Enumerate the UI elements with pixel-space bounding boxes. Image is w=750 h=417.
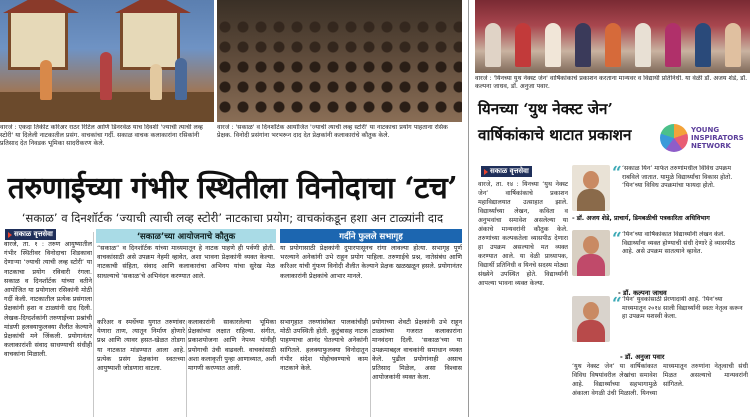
audience-row — [217, 60, 462, 74]
youth-headline-line: यिनच्या ‘युथ नेक्स्ट जेन’ — [478, 100, 613, 118]
stage-photo-caption: वारजे : एकदा तिकीट करिअर राठर रिटिल आणि डिनरवेळ याच दिवशी 'ज्याची त्याची लव्ह स्टोरी' या दिलेली नाटकातील प्रसंग. वाचकांचा गर्दी. सकाळ वाचक कलाकारांना रसिकांनी प्रतिसाद देत निवडक भूमिका सादरीकरण केले. — [0, 124, 203, 148]
portrait-photo — [572, 165, 610, 211]
person-figure — [485, 23, 501, 67]
byline-text: सकाळ वृत्तसेवा — [490, 167, 529, 175]
yin-logo-emblem-icon — [660, 124, 688, 152]
quote-text: ‘सकाळ यिन’ मार्फत तरुणांमधील विविध उपक्रम राबविले जातात. यामुळे विद्यार्थ्यांचा विकास होतो. ‘यिन’च्या विविध उपक्रमांचा फायदा होतो. — [622, 165, 733, 190]
yin-logo-line: YOUNG — [691, 126, 720, 134]
yin-logo — [660, 118, 750, 158]
byline-tag — [481, 166, 532, 177]
stage-set-house — [8, 10, 68, 70]
quote-mark-icon: “ — [612, 229, 622, 249]
actor-figure — [175, 58, 187, 100]
triangle-icon — [8, 232, 12, 238]
youth-article-column: ‘युथ नेक्स्ट जेन’ या वार्षिकांकात विविध विषयांवरील लेखांचा समावेश आहे. विद्यार्थ्यांच्या सहभागामुळे अंकाला वेगळी उंची मिळाली. यिनच्या माध्यमातून तरुणांना नेतृत्वाची संधी मिळत असल्याचे मान्यवरांनी सांगितले. — [572, 363, 748, 397]
person-figure — [695, 23, 711, 67]
actor-figure — [150, 64, 162, 100]
person-figure — [635, 23, 651, 67]
youth-headline — [478, 96, 658, 156]
audience-row — [217, 80, 462, 94]
youth-article-column: वारजे, ता. १४ : यिनच्या ‘युथ नेक्स्ट जेन’ वार्षिकांकाचे प्रकाशन महाविद्यालयात उत्साहात झाले. विद्यार्थ्यांच्या लेखन, कविता व अनुभवांचा समावेश असलेल्या या अंकाचे मान्यवरांनी कौतुक केले. तरुणांच्या कल्पकतेला व्यासपीठ देणारा हा उपक्रम असल्याचे मत व्यक्त करण्यात आले. या वेळी प्राध्यापक, विद्यार्थी प्रतिनिधी व यिनचे सदस्य मोठ्या संख्येने उपस्थित होते. विद्यार्थ्यांनी आपल्या भावना व्यक्त केल्या. — [478, 181, 568, 287]
audience-photo-caption: वारजे : 'सकाळ' व दिनशॉर्टक आयोजित 'ज्याची त्याची लव्ह स्टोरी' या नाटकाचा प्रयोग पाहताना रसिक प्रेक्षक. विनोदी प्रसंगांना भरभरून दाद देत प्रेक्षकांनी कलाकारांचे कौतुक केले. — [217, 124, 448, 140]
actor-figure — [40, 60, 52, 100]
column-divider — [93, 232, 94, 417]
stage-set-house — [120, 10, 180, 70]
column-divider — [370, 320, 371, 417]
quote-mark-icon: “ — [612, 294, 622, 314]
quote-author: - डॉ. कल्पना जाधव — [618, 289, 667, 297]
quote-author: - डॉ. अनुजा पवार — [620, 353, 665, 361]
person-figure — [665, 23, 681, 67]
person-figure — [725, 23, 741, 67]
story-divider — [468, 0, 469, 417]
article-column: या प्रयोगासाठी प्रेक्षकांनी दुपारपासूनच रांगा लावल्या होत्या. सभागृह पूर्ण भरल्याने अनेकांनी उभे राहून प्रयोग पाहिला. तरुणाईचे प्रश्न, नातेसंबंध आणि करिअर यांची गुंफण विनोदी शैलीत केल्याने प्रेक्षक खळखळून हसले. प्रयोगानंतर कलाकारांनी प्रेक्षकांचे आभार मानले. — [280, 244, 462, 280]
portrait-photo — [572, 230, 610, 276]
portrait-photo — [572, 296, 610, 342]
audience-photo — [217, 0, 462, 122]
byline-tag — [5, 229, 56, 240]
quote-text: ‘यिन’च्या वार्षिकांकात विद्यार्थ्यांनी लेखन केले. विद्यार्थ्यांना व्यक्त होण्याची संधी देणारे हे व्यासपीठ आहे. असे उपक्रम सातत्याने व्हावेत. — [622, 231, 735, 256]
person-figure — [605, 23, 621, 67]
quote-text: ‘यिन’ युवकांसाठी प्रेरणादायी आहे. ‘यिन’च्या माध्यमातून २०१४ साली विद्यार्थ्यांनी स्वतः नेतृत्व करून हा उपक्रम यशस्वी केला. — [622, 296, 743, 321]
youth-photo-caption: वारजे : 'यिनच्या युथ नेक्स्ट जेन' वार्षिकांकाचे प्रकाशन करताना मान्यवर व विद्यार्थी प्रतिनिधी. या वेळी डॉ. अजय शेडे, डॉ. कल्पना जाधव, डॉ. अनुजा पवार. — [475, 75, 748, 91]
stage-photo — [0, 0, 214, 122]
main-subhead: ‘सकाळ’ व दिनशॉर्टक ‘ज्याची त्याची लव्ह स्टोरी’ नाटकाचा प्रयोग; वाचकांकडून हशा अन टाळ्यांनी दाद — [21, 210, 444, 225]
quote-author: - डॉ. अजय शेडे, प्राचार्य, डिमबळीची पत्रकारिता अधिविभाग — [572, 215, 710, 222]
triangle-icon — [484, 169, 488, 175]
quote-mark-icon: “ — [612, 163, 622, 183]
youth-headline-line: वार्षिकांकाचे थाटात प्रकाशन — [478, 126, 632, 144]
main-headline: तरुणाईच्या गंभीर स्थितीला विनोदाचा ‘टच’ — [7, 170, 458, 206]
person-figure — [515, 23, 531, 67]
byline-text: सकाळ वृत्तसेवा — [14, 230, 53, 238]
yin-logo-line: NETWORK — [691, 142, 731, 150]
audience-row — [217, 20, 462, 34]
section-band-crowd: गर्दीने फुलले सभागृह — [280, 229, 462, 243]
yin-logo-line: INSPIRATORS — [691, 134, 744, 142]
audience-row — [217, 100, 462, 114]
article-column: करिअर व स्पर्धेच्या युगात तरुणांवर येणारा ताण, त्यातून निर्माण होणारे प्रश्न आणि त्यावर हसत-खेळत तोडगा या नाटकात मांडण्यात आला आहे. प्रत्येक प्रसंग प्रेक्षकांना स्वतःच्या आयुष्याशी जोडणारा वाटला. — [97, 318, 185, 373]
article-column: कलाकारांनी साकारलेल्या भूमिका प्रेक्षकांच्या लक्षात राहिल्या. संगीत, प्रकाशयोजना आणि नेपथ्य यांनीही प्रयोगाची उंची वाढवली. वाचकांसाठी अशा कलाकृती पुन्हा आणाव्यात, अशी मागणी करण्यात आली. — [188, 318, 276, 373]
article-column: वारजे, ता. १ : तरुण आयुष्यातील गंभीर स्थितीवर विनोदाचा शिडकावा देणाऱ्या ‘ज्याची त्याची लव्ह स्टोरी’ या नाटकाचा प्रयोग रविवारी रंगला. सकाळ व दिनशॉर्टक यांच्या वतीने आयोजित या प्रयोगाला रसिकांनी मोठी गर्दी केली. नाटकातील प्रत्येक प्रसंगाला प्रेक्षकांनी हशा व टाळ्यांनी दाद दिली. लेखक-दिग्दर्शकांनी तरुणाईच्या प्रश्नांची मांडणी हलक्याफुलक्या शैलीत केल्याने प्रेक्षकांची मने जिंकली. प्रयोगानंतर कलाकारांशी संवाद साधण्याची संधीही वाचकांना मिळाली. — [4, 240, 92, 359]
article-column: सभागृहात तरुणांसोबत पालकांचीही मोठी उपस्थिती होती. कुटुंबासह नाटक पाहण्याचा आनंद घेतल्याचे अनेकांनी सांगितले. हलक्याफुलक्या विनोदातून गंभीर संदेश पोहोचवण्याचे काम नाटकाने केले. — [280, 318, 368, 373]
audience-row — [217, 40, 462, 54]
yin-logo-text — [691, 126, 744, 150]
person-figure — [575, 23, 591, 67]
actor-figure — [100, 52, 112, 100]
column-divider — [186, 320, 187, 417]
youth-release-photo — [475, 0, 750, 73]
article-column: प्रयोगाच्या शेवटी प्रेक्षकांनी उभे राहून टाळ्यांच्या गजरात कलाकारांना मानवंदना दिली. ‘सकाळ’च्या या उपक्रमाबद्दल वाचकांनी समाधान व्यक्त केले. पुढील प्रयोगांनाही असाच प्रतिसाद मिळेल, असा विश्वास आयोजकांनी व्यक्त केला. — [372, 318, 462, 382]
person-figure — [545, 23, 561, 67]
article-column: “सकाळ” व दिनशॉर्टक यांच्या माध्यमातून हे नाटक पाहणे ही पर्वणी होती. वाचकांसाठी असे उपक्रम नेहमी व्हावेत, अशा भावना प्रेक्षकांनी व्यक्त केल्या. नाटकाची संहिता, संवाद आणि कलाकारांचा अभिनय यांचा सुरेख मेळ साधल्याचे ‘सकाळ’चे अभिनंदन करण्यात आले. — [97, 244, 275, 280]
section-band-appreciation: ‘सकाळ’च्या आयोजनाचे कौतुक — [96, 229, 276, 243]
